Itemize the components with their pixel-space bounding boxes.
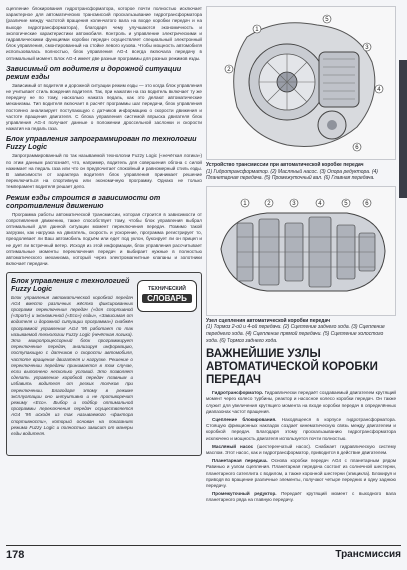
svg-text:3: 3 (365, 45, 369, 52)
caption-clutch (206, 318, 396, 344)
transmission-cutaway-illustration (206, 6, 396, 160)
svg-text:6: 6 (365, 200, 369, 207)
badge-line1: ТЕХНИЧЕСКИЙ (148, 285, 186, 292)
paragraph-planetary-gear: Планетарная передача. Основа коробки передач AG4 с планетарным рядом Равинью и узлом сцепления. Планетарная передача состоит из солнечной шестерни, планетарного сателлита с водилом, а также коронной шестерни (эпицикла). Блокируя и приводя во вращение различные элементы, получают четыре передних и одну заднюю передачу. (206, 458, 396, 488)
svg-text:4: 4 (318, 200, 322, 207)
svg-text:4: 4 (377, 87, 381, 94)
left-column (6, 6, 202, 538)
badge-line2: СЛОВАРЬ (142, 294, 192, 303)
glossary-box-text: Блок управления автоматической коробкой передач AG4 вместо различных жёстко фиксированных программ переключения передач («для спортивной («Sport») и экономичной («Eco») езды», «Зависимая от водителя и дорожной ситуации программа») снабжён программой управления AG4 '95 работает по так называемой технологии Fuzzy Logic (нечёткая логика). Эта микропроцессорный блок программирует переключение передач, анализируя информацию, поступающую с датчиков о скорости автомобиля, частоте вращения двигателя и нагрузке. Решение о переключении передачи принимается в том случае, если выполнено несколько условий. Это позволяет сделать управление коробкой передач плавным и избавить водителя от резких толчков при переключении. Благодаря этому в режиме эксплуатации оно интуитивно и не противоречит режиму «Eco». Выбор и подбор оптимальной программы переключения передач осуществляется AG4 '95 исходя из так называемого «фактора спортивности», который основан на показаниях режима Fuzzy Logic и полностью зависит от манеры езды водителя. (11, 294, 133, 436)
paragraph-resistance-mode: Программа работы автоматической трансмиссии, которая строится в зависимости от сопротивления движению, также способствует тому, чтобы блок управления выбрал оптимальный для данной ситуации момент переключения передач. Помимо такой загрузки, как нагрузка на двигатель, скорость и ускорение, программа регистрирует то, преодолевает ли Ваш автомобиль подъём или едет под уклон, буксирует ли он прицеп и не дует ли встречный ветер. Исходя из этой информации, блок управления рассчитывает оптимальные моменты переключения передач и выбирает нужные в полностью автоматического механизма, который через электромагнитные клапаны и золотники включает передачи. (6, 211, 202, 267)
section-heading-main-units: ВАЖНЕЙШИЕ УЗЛЫ АВТОМАТИЧЕСКОЙ КОРОБКИ ПЕРЕДАЧ (206, 348, 378, 387)
svg-text:2: 2 (267, 200, 271, 207)
svg-text:1: 1 (255, 27, 259, 34)
paragraph-lockup-clutch: Сцепление блокирования. Находящееся в корпусе гидротрансформатора. Стоящую фрикционных накладок создает кинематическую связь между двигателем и коробкой передач. Благодаря этому проскальзыванию гидротрансформатора исключено и мощность двигателя используется почти полностью. (206, 416, 396, 441)
heading-fuzzy-logic: Блок управления запрограммирован по технологии Fuzzy Logic (6, 134, 197, 152)
section-name: Трансмиссия (335, 549, 401, 560)
right-column (206, 6, 396, 546)
svg-text:6: 6 (355, 145, 359, 152)
paragraph-fuzzy-logic: Запрограммированный по так называемой технологии Fuzzy Logic («нечёткая логика») по этим данным распознаёт, что, например, водитель для совершения обгона с силой нажимает на педаль газа или что он предпочитает спокойный и равномерный стиль езды. В зависимости от характера водителя блок управления принимает решение переключиться на спортивную или экономичную программу. Однако не только темперамент водителя решает дело. (6, 153, 202, 190)
technical-glossary-badge (137, 280, 197, 312)
svg-text:2: 2 (227, 67, 231, 74)
caption-clutch-title: Узел сцепления автоматической коробки передач (206, 317, 331, 324)
glossary-box-title: Блок управления с технологией Fuzzy Logic (11, 275, 130, 293)
caption-transmission-text: (1) Гидротрансформатор. (2) Масляный насос. (3) Опора редуктора. (4) Планетарная передача. (5) Промежуточный вал. (6) Главная передача. (206, 168, 378, 182)
svg-text:5: 5 (344, 200, 348, 207)
heading-driver-mode: Зависимый от водителя и дорожной ситуации режим езды (6, 63, 182, 81)
svg-text:3: 3 (292, 200, 296, 207)
caption-transmission (206, 162, 396, 182)
clutch-assembly-illustration (206, 186, 396, 316)
page-number: 178 (6, 549, 25, 561)
caption-transmission-title: Устройство трансмиссии при автоматической коробке передач (206, 162, 364, 168)
paragraph-intermediate-gear: Промежуточный редуктор. Передаёт крутящий момент с выходного вала планетарного ряда на главную передачу. (206, 491, 396, 503)
svg-text:1: 1 (243, 200, 247, 207)
page-footer (6, 545, 401, 564)
transmission-drawing (207, 7, 395, 159)
paragraph-oil-pump: Масляный насос (шестеренчатый насос). Снабжает гидравлическую систему маслом. Этот насос, как и гидротрансформатор, приводится в действие двигателем. (206, 443, 396, 455)
caption-clutch-text: (1) Тормоз 2-ой и 4-ой передачи. (2) Сцепление заднего хода. (3) Сцепление переднего хода. (4) Сцепление прямой передачи. (5) Сцепление холостого хода. (6) Тормоз заднего хода. (206, 324, 385, 344)
svg-text:5: 5 (325, 17, 329, 24)
technical-glossary-box (6, 272, 202, 456)
paragraph-driver-mode: Зависимый от водителя и дорожной ситуации режим езды — это когда блок управления не учитывает стиль вождения водителя. Так, при нажатии на газ водитель включает ту же передачу не по тому, насколько нажата педаль, как это делают автоматические механизмы. Тип водителя включает в расчёт программы шаг передачи, блок управления постоянно анализирует поступающую с датчиков информацию о скорости движения и частоте вращения двигателя. С блока управления системой впрыска двигателя блок управления AG-4 получает данные о положении дроссельной заслонки и скорости нажатия на педаль газа. (6, 82, 202, 132)
intro-paragraph: сцепление блокирования гидротрансформатора, которое почти полностью исключает характерное для автоматических трансмиссий проскальзывание гидротрансформатора (различие между частотой вращения коленчатого вала на входе коробки передач и на выходе гидротрансформатора), благодаря чему улучшаются экономичность и экологические характеристики автомобиля. Контроль и управление электрическими и гидравлическими функциями коробки передач осуществляет специальный электронный блок управления, смонтированный на стойке левого кузова. Чтобы мощность автомобиля использовалась полностью, блок управления AG-4 всегда включала передачу в оптимальный момент. Блок AG-4 имеет две разные программы для разных режимов езды. (6, 6, 202, 61)
paragraph-torque-converter: Гидротрансформатор. Гидравлически передаёт создаваемый двигателем крутящий момент через колесо турбины, реактор и насосное колесо коробки передач. Он также служит для увеличения крутящего момента на входе коробки передач в определённых диапазонах частот вращения. (206, 390, 396, 414)
clutch-drawing (207, 187, 395, 315)
side-thumb-tab (399, 60, 407, 198)
heading-resistance-mode: Режим езды строится в зависимости от сопротивления движению (6, 192, 161, 210)
